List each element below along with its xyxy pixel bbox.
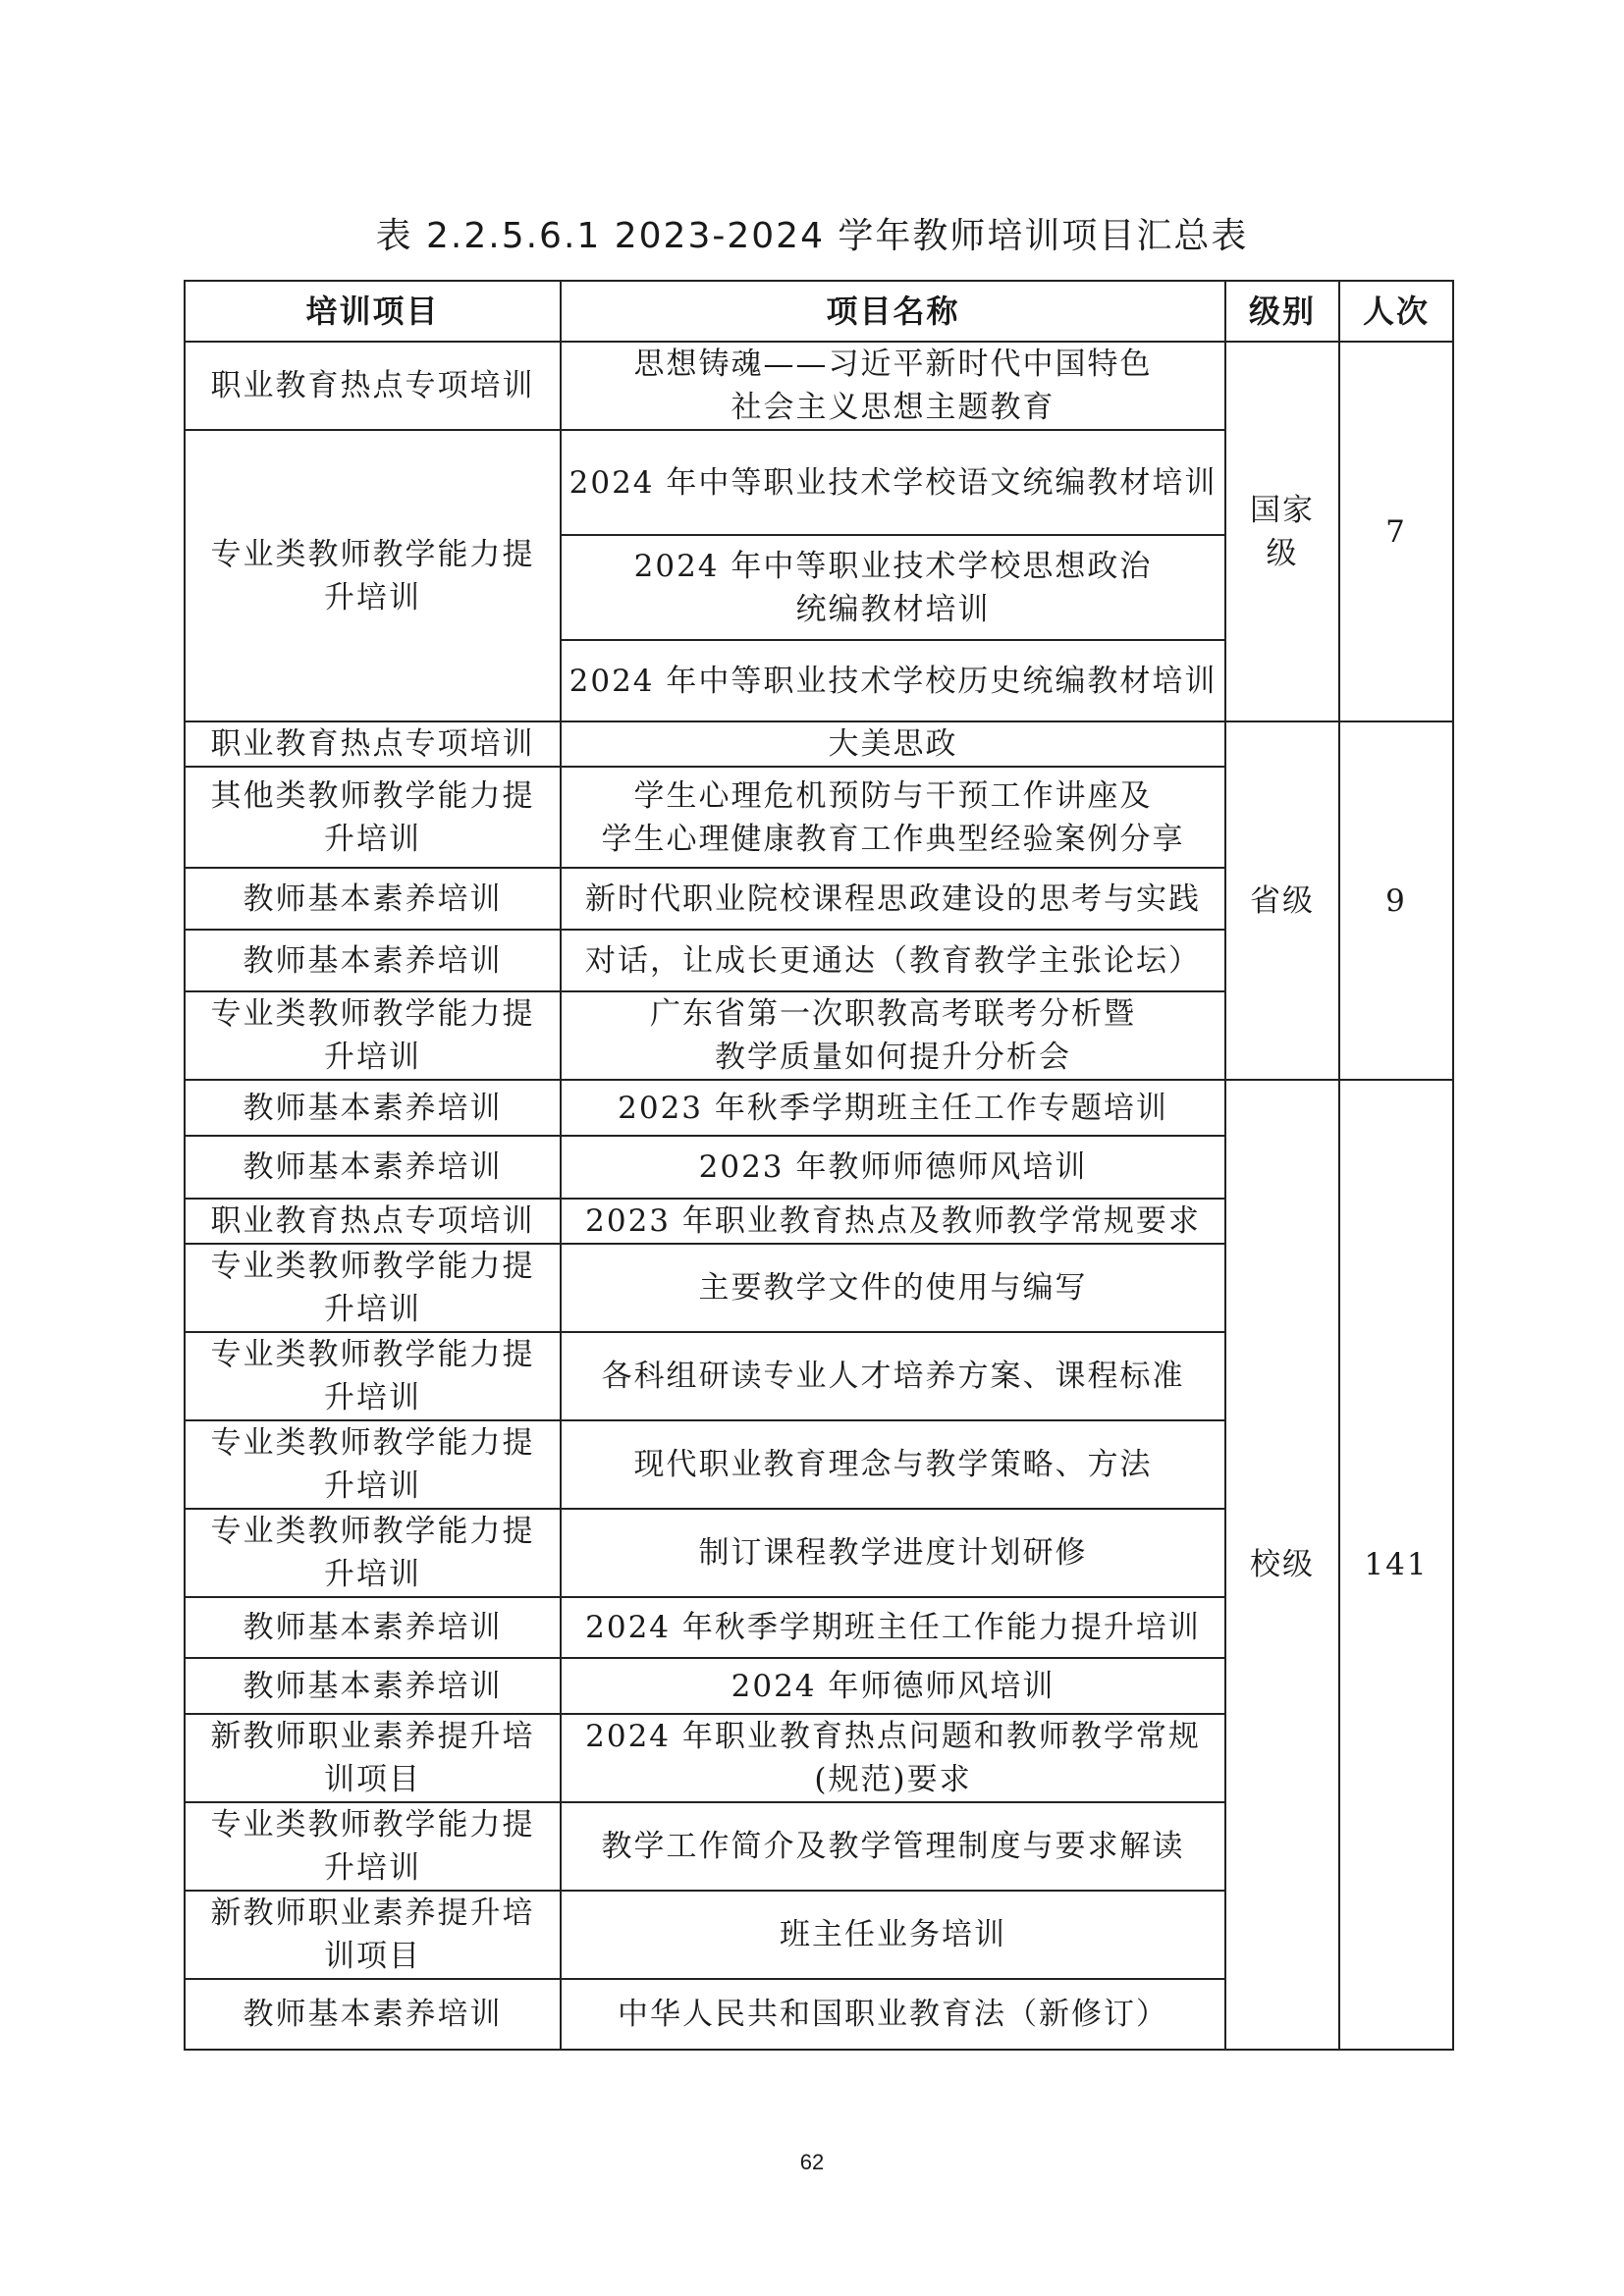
name-cell: 中华人民共和国职业教育法（新修订） bbox=[561, 1979, 1225, 2050]
name-cell: 主要教学文件的使用与编写 bbox=[561, 1244, 1225, 1332]
table-title: 表 2.2.5.6.1 2023-2024 学年教师培训项目汇总表 bbox=[375, 216, 1249, 256]
project-cell: 专业类教师教学能力提 升培训 bbox=[185, 991, 561, 1080]
count-cell-school: 141 bbox=[1339, 1080, 1453, 2050]
project-cell: 教师基本素养培训 bbox=[185, 868, 561, 930]
project-cell: 教师基本素养培训 bbox=[185, 1080, 561, 1136]
table-row bbox=[185, 721, 1453, 767]
name-cell: 2024 年中等职业技术学校历史统编教材培训 bbox=[561, 640, 1225, 721]
name-cell: 2023 年教师师德师风培训 bbox=[561, 1136, 1225, 1199]
project-cell: 教师基本素养培训 bbox=[185, 930, 561, 991]
level-cell-national: 国家 级 bbox=[1225, 342, 1339, 721]
header-project: 培训项目 bbox=[185, 281, 561, 342]
name-cell: 2024 年秋季学期班主任工作能力提升培训 bbox=[561, 1597, 1225, 1658]
name-cell: 思想铸魂——习近平新时代中国特色 社会主义思想主题教育 bbox=[561, 342, 1225, 430]
name-cell: 各科组研读专业人才培养方案、课程标准 bbox=[561, 1332, 1225, 1420]
header-row bbox=[185, 281, 1453, 342]
name-cell: 现代职业教育理念与教学策略、方法 bbox=[561, 1420, 1225, 1509]
count-cell-national: 7 bbox=[1339, 342, 1453, 721]
project-cell: 新教师职业素养提升培 训项目 bbox=[185, 1714, 561, 1802]
header-name: 项目名称 bbox=[561, 281, 1225, 342]
project-cell: 职业教育热点专项培训 bbox=[185, 1199, 561, 1244]
training-summary-table bbox=[184, 280, 1454, 2051]
project-cell: 专业类教师教学能力提 升培训 bbox=[185, 1332, 561, 1420]
project-cell: 教师基本素养培训 bbox=[185, 1979, 561, 2050]
project-cell: 教师基本素养培训 bbox=[185, 1136, 561, 1199]
project-cell: 新教师职业素养提升培 训项目 bbox=[185, 1891, 561, 1979]
name-cell: 新时代职业院校课程思政建设的思考与实践 bbox=[561, 868, 1225, 930]
level-cell-school: 校级 bbox=[1225, 1080, 1339, 2050]
name-cell: 2024 年中等职业技术学校语文统编教材培训 bbox=[561, 430, 1225, 535]
name-cell: 2023 年职业教育热点及教师教学常规要求 bbox=[561, 1199, 1225, 1244]
project-cell: 其他类教师教学能力提 升培训 bbox=[185, 767, 561, 868]
project-cell: 专业类教师教学能力提 升培训 bbox=[185, 1244, 561, 1332]
project-cell: 教师基本素养培训 bbox=[185, 1597, 561, 1658]
project-cell: 专业类教师教学能力提 升培训 bbox=[185, 430, 561, 721]
name-cell: 教学工作简介及教学管理制度与要求解读 bbox=[561, 1802, 1225, 1891]
table-row bbox=[185, 1080, 1453, 1136]
table-row bbox=[185, 342, 1453, 430]
project-cell: 专业类教师教学能力提 升培训 bbox=[185, 1509, 561, 1597]
project-cell: 教师基本素养培训 bbox=[185, 1658, 561, 1714]
header-count: 人次 bbox=[1339, 281, 1453, 342]
page-number: 62 bbox=[799, 2150, 825, 2174]
name-cell: 广东省第一次职教高考联考分析暨 教学质量如何提升分析会 bbox=[561, 991, 1225, 1080]
project-cell: 职业教育热点专项培训 bbox=[185, 342, 561, 430]
name-cell: 学生心理危机预防与干预工作讲座及 学生心理健康教育工作典型经验案例分享 bbox=[561, 767, 1225, 868]
header-level: 级别 bbox=[1225, 281, 1339, 342]
count-cell-provincial: 9 bbox=[1339, 721, 1453, 1080]
project-cell: 专业类教师教学能力提 升培训 bbox=[185, 1802, 561, 1891]
level-cell-provincial: 省级 bbox=[1225, 721, 1339, 1080]
name-cell: 2024 年职业教育热点问题和教师教学常规 (规范)要求 bbox=[561, 1714, 1225, 1802]
project-cell: 职业教育热点专项培训 bbox=[185, 721, 561, 767]
project-cell: 专业类教师教学能力提 升培训 bbox=[185, 1420, 561, 1509]
name-cell: 2023 年秋季学期班主任工作专题培训 bbox=[561, 1080, 1225, 1136]
name-cell: 大美思政 bbox=[561, 721, 1225, 767]
name-cell: 2024 年师德师风培训 bbox=[561, 1658, 1225, 1714]
name-cell: 对话，让成长更通达（教育教学主张论坛） bbox=[561, 930, 1225, 991]
name-cell: 班主任业务培训 bbox=[561, 1891, 1225, 1979]
name-cell: 制订课程教学进度计划研修 bbox=[561, 1509, 1225, 1597]
name-cell: 2024 年中等职业技术学校思想政治 统编教材培训 bbox=[561, 535, 1225, 640]
